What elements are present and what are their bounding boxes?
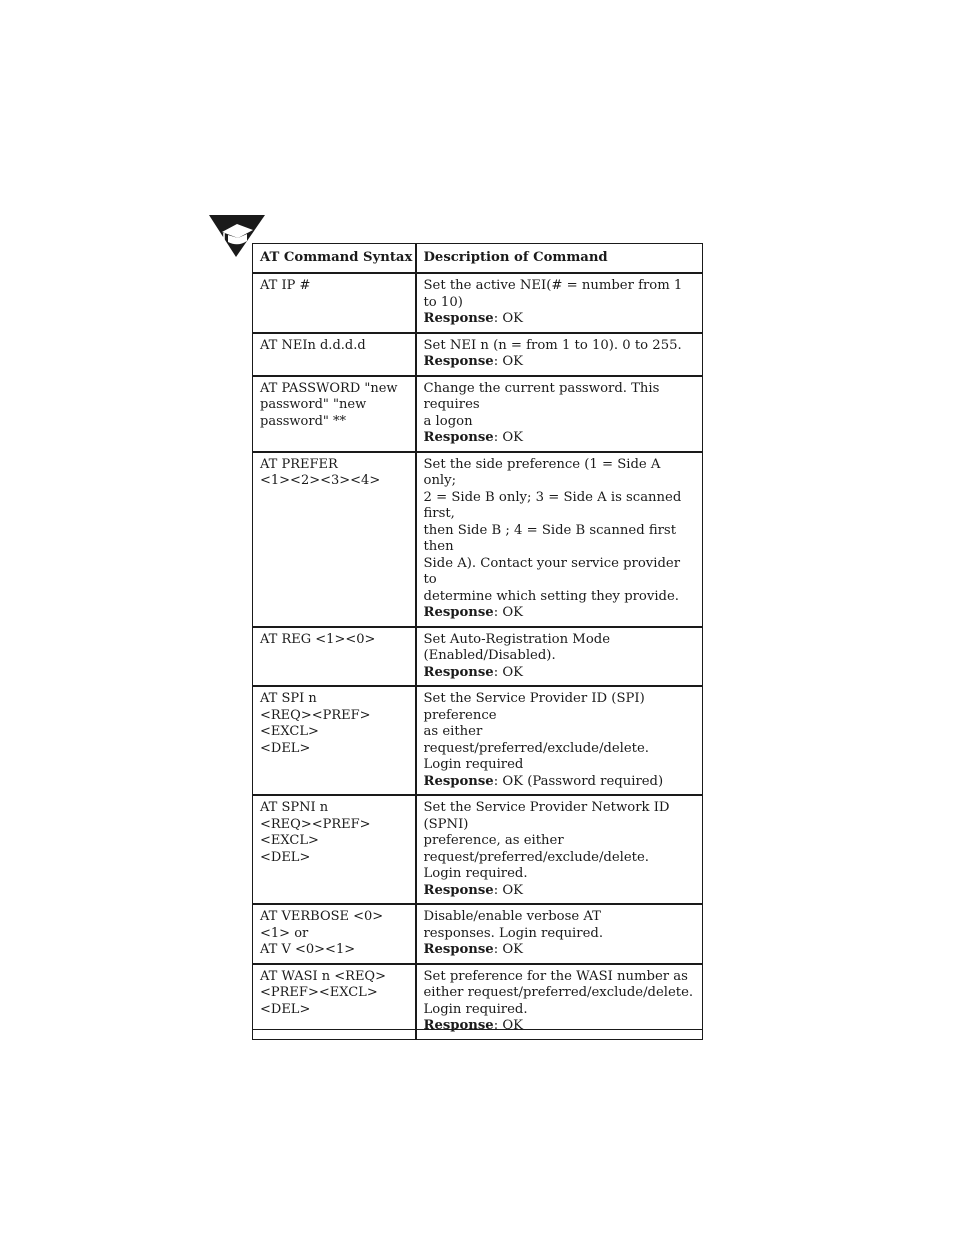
command-description-line: responses. Login required. bbox=[423, 925, 604, 941]
response-label: Response bbox=[423, 311, 494, 326]
response-label: Response bbox=[423, 354, 494, 369]
command-syntax-line: password" "new bbox=[260, 397, 367, 412]
command-description-cell bbox=[416, 795, 703, 904]
table-row bbox=[253, 795, 703, 904]
command-description-cell bbox=[416, 627, 703, 687]
command-description-line: Set the Service Provider ID (SPI) preference bbox=[423, 691, 645, 723]
response-value: : OK bbox=[493, 430, 524, 445]
command-description-line: Side A). Contact your service provider to bbox=[423, 555, 681, 587]
response-label: Response bbox=[423, 882, 494, 898]
column-header-description: Description of Command bbox=[416, 244, 703, 274]
response-line bbox=[424, 883, 697, 900]
response-label: Response bbox=[423, 773, 494, 789]
response-line bbox=[424, 311, 697, 328]
command-syntax-cell bbox=[253, 795, 416, 904]
response-value: : OK (Password required) bbox=[493, 773, 664, 789]
command-description-line: Set preference for the WASI number as bbox=[423, 968, 688, 984]
table-row bbox=[253, 452, 703, 627]
table-body bbox=[253, 273, 703, 1039]
command-description-line: then Side B ; 4 = Side B scanned first then bbox=[423, 522, 676, 554]
command-description-cell bbox=[416, 686, 703, 795]
response-line bbox=[424, 942, 697, 959]
command-syntax-line: <REQ><PREF><EXCL> bbox=[260, 816, 371, 848]
command-description-line: Set Auto-Registration Mode bbox=[423, 631, 610, 647]
command-syntax-line: AT VERBOSE <0><1> or bbox=[260, 909, 384, 941]
command-syntax-line: AT PASSWORD "new bbox=[260, 380, 398, 396]
command-description-line: Login required. bbox=[423, 866, 528, 881]
table-row bbox=[253, 333, 703, 376]
command-description-cell bbox=[416, 964, 703, 1040]
command-description-line: as either request/preferred/exclude/delete. bbox=[423, 724, 649, 756]
command-syntax-cell bbox=[253, 964, 416, 1040]
command-syntax-line: <PREF><EXCL><DEL> bbox=[260, 985, 378, 1017]
command-syntax-line: AT V <0><1> bbox=[260, 942, 356, 957]
response-line bbox=[424, 774, 697, 791]
command-description-line: Set the side preference (1 = Side A only; bbox=[423, 456, 661, 488]
command-syntax-cell bbox=[253, 273, 416, 333]
response-value: : OK bbox=[493, 311, 524, 326]
command-syntax-cell bbox=[253, 627, 416, 687]
response-label: Response bbox=[423, 1018, 494, 1033]
table-row bbox=[253, 686, 703, 795]
command-description-line: Disable/enable verbose AT bbox=[423, 909, 601, 924]
command-syntax-line: AT REG <1><0> bbox=[260, 631, 376, 647]
command-syntax-line: password" ** bbox=[260, 413, 347, 429]
command-description-line: determine which setting they provide. bbox=[423, 588, 679, 604]
response-line bbox=[424, 605, 697, 622]
footer-rule bbox=[252, 1029, 702, 1030]
command-syntax-cell bbox=[253, 452, 416, 627]
response-value: : OK bbox=[493, 354, 524, 369]
command-syntax-line: <1><2><3><4> bbox=[260, 473, 381, 488]
command-description-cell bbox=[416, 452, 703, 627]
command-description-line: Set NEI n (n = from 1 to 10). 0 to 255. bbox=[423, 337, 682, 353]
command-description-line: (Enabled/Disabled). bbox=[423, 648, 556, 663]
command-description-line: Set the active NEI(# = number from 1 to 10) bbox=[423, 278, 683, 310]
command-syntax-line: AT PREFER bbox=[260, 456, 338, 472]
response-value: : OK bbox=[493, 664, 524, 680]
command-description-cell bbox=[416, 376, 703, 452]
response-label: Response bbox=[423, 430, 494, 445]
command-syntax-line: <REQ><PREF><EXCL> bbox=[260, 707, 371, 739]
table-row bbox=[253, 376, 703, 452]
command-syntax-cell bbox=[253, 376, 416, 452]
response-label: Response bbox=[423, 942, 494, 957]
command-syntax-line: AT SPI n bbox=[260, 691, 317, 706]
response-line bbox=[424, 354, 697, 371]
command-description-line: either request/preferred/exclude/delete. bbox=[423, 985, 694, 1000]
table-row bbox=[253, 964, 703, 1040]
command-syntax-line: AT WASI n <REQ> bbox=[260, 968, 386, 984]
command-syntax-line: AT NEIn d.d.d.d bbox=[260, 337, 366, 353]
command-syntax-line: AT IP # bbox=[260, 278, 311, 293]
command-description-line: 2 = Side B only; 3 = Side A is scanned first, bbox=[423, 489, 682, 521]
command-description-line: preference, as either bbox=[423, 833, 564, 848]
command-description-cell bbox=[416, 904, 703, 964]
response-line bbox=[424, 430, 697, 447]
response-value: : OK bbox=[493, 882, 524, 898]
at-command-table bbox=[252, 243, 703, 1040]
command-syntax-line: <DEL> bbox=[260, 740, 311, 756]
table-header-row bbox=[253, 244, 703, 274]
table-row bbox=[253, 627, 703, 687]
column-header-syntax: AT Command Syntax bbox=[253, 244, 416, 274]
response-line bbox=[424, 1018, 697, 1035]
response-value: : OK bbox=[493, 942, 524, 957]
command-syntax-cell bbox=[253, 333, 416, 376]
command-syntax-line: AT SPNI n bbox=[260, 800, 329, 815]
response-value: : OK bbox=[493, 1018, 524, 1033]
command-description-line: Change the current password. This requires bbox=[423, 380, 660, 412]
table-row bbox=[253, 273, 703, 333]
command-syntax-cell bbox=[253, 686, 416, 795]
command-description-cell bbox=[416, 273, 703, 333]
response-label: Response bbox=[423, 605, 494, 620]
command-description-cell bbox=[416, 333, 703, 376]
command-syntax-line: <DEL> bbox=[260, 849, 311, 865]
response-value: : OK bbox=[493, 605, 524, 620]
response-label: Response bbox=[423, 664, 494, 680]
response-line bbox=[424, 665, 697, 682]
command-description-line: request/preferred/exclude/delete. bbox=[423, 849, 649, 865]
command-description-line: Login required bbox=[423, 757, 524, 772]
command-description-line: a logon bbox=[423, 413, 473, 429]
table-row bbox=[253, 904, 703, 964]
command-description-line: Set the Service Provider Network ID (SPNI) bbox=[423, 800, 670, 832]
command-description-line: Login required. bbox=[423, 1001, 528, 1017]
command-syntax-cell bbox=[253, 904, 416, 964]
